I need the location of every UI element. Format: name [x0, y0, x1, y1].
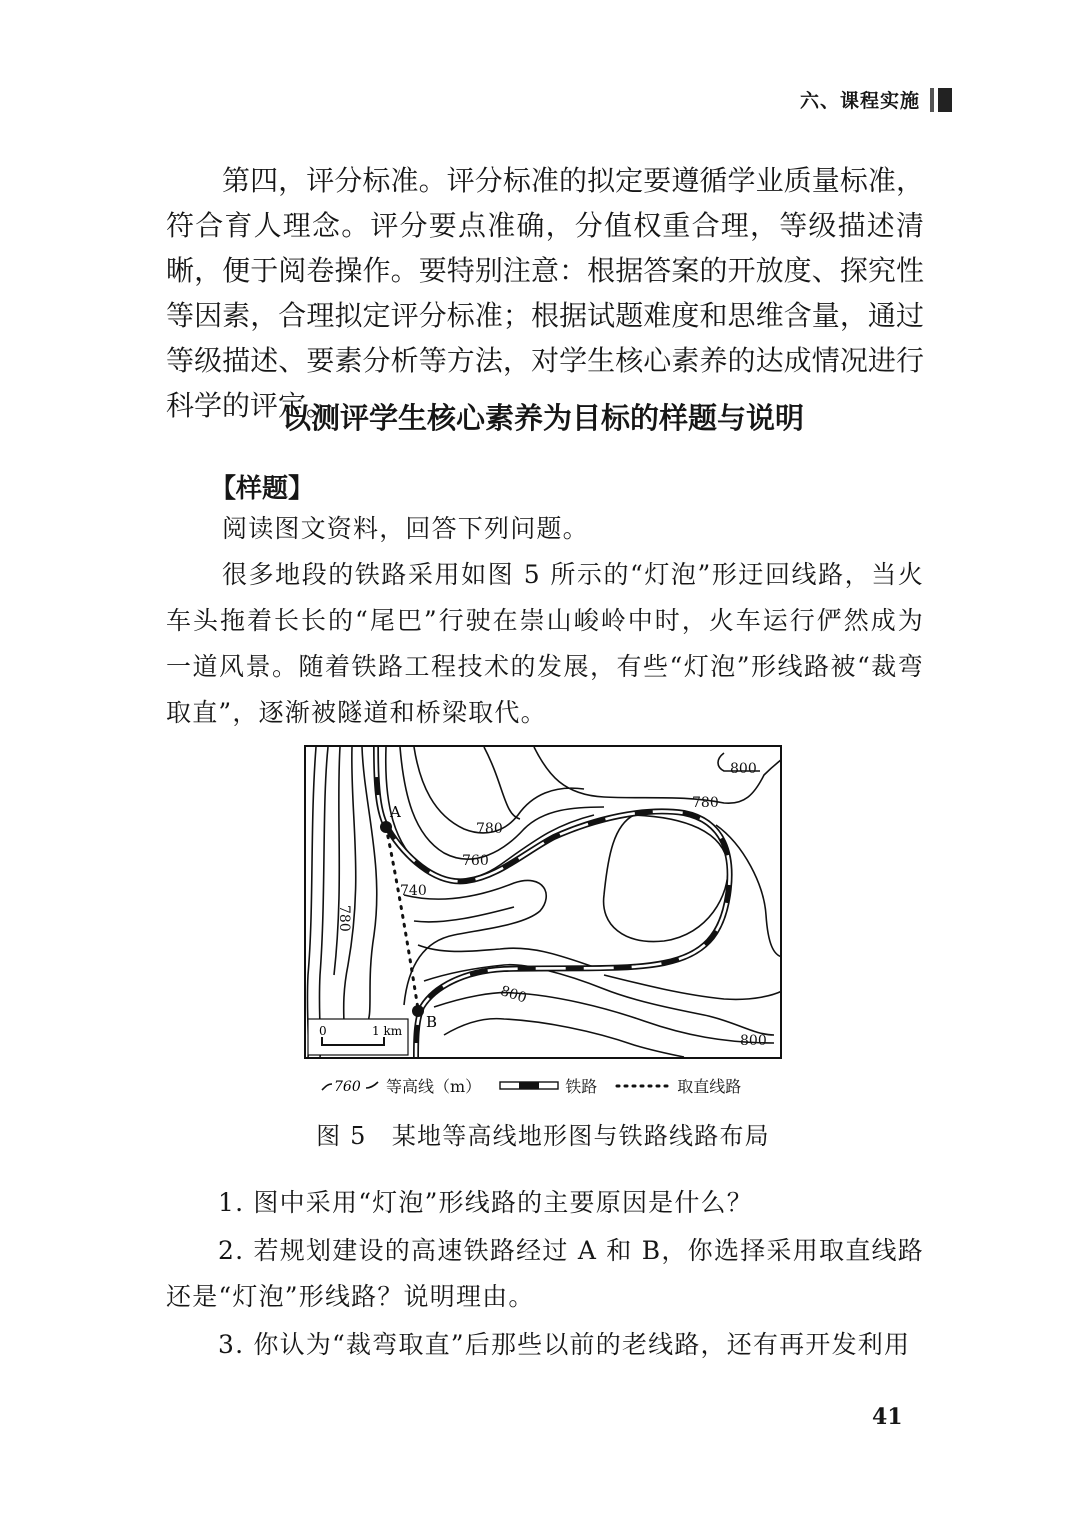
point-a-label: A [390, 803, 401, 821]
running-header [800, 86, 952, 113]
contour-map-figure [304, 745, 782, 1059]
header-thin-bar [930, 88, 934, 112]
legend-railway [499, 1074, 597, 1097]
question-2: 2. 若规划建设的高速铁路经过 A 和 B，你选择采用取直线路还是“灯泡”形线路？说明理由。 [166, 1236, 924, 1311]
scale-start-label: 0 [319, 1024, 327, 1038]
legend-contour-sample: 760 [334, 1078, 361, 1095]
contour-label: 780 [336, 905, 352, 932]
legend-straight-label: 取直线路 [677, 1077, 742, 1096]
contour-label: 800 [498, 983, 529, 1007]
legend-contour [320, 1074, 481, 1097]
point-b-marker [412, 1005, 424, 1017]
railway-symbol-icon [499, 1079, 559, 1093]
contour-label: 780 [692, 795, 719, 811]
header-thick-bar [938, 88, 952, 112]
figure-caption: 图 5 某地等高线地形图与铁路线路布局 [316, 1122, 770, 1150]
chapter-title: 六、课程实施 [799, 90, 920, 112]
point-a-marker [380, 821, 392, 833]
scale-bar [308, 1019, 408, 1055]
contour-map [304, 745, 782, 1059]
contour-label: 800 [730, 761, 757, 777]
criteria-paragraph: 第四，评分标准。评分标准的拟定要遵循学业质量标准，符合育人理念。评分要点准确，分值权重合理，等级描述清晰，便于阅卷操作。要特别注意：根据答案的开放度、探究性等因素，合理拟定评分标准；根据试题难度和思维含量，通过等级描述、要素分析等方法，对学生核心素养的达成情况进行科学的评定。 [166, 164, 924, 422]
story-paragraph: 很多地段的铁路采用如图 5 所示的“灯泡”形迂回线路，当火车头拖着长长的“尾巴”行驶在崇山峻岭中时，火车运行俨然成为一道风景。随着铁路工程技术的发展，有些“灯泡”形线路被“裁弯取直”，逐渐被隧道和桥梁取代。 [166, 560, 924, 727]
scale-end-label: 1 km [372, 1024, 403, 1038]
contour-symbol-icon [320, 1076, 380, 1096]
dotted-line-symbol-icon [615, 1079, 671, 1093]
map-legend [320, 1074, 753, 1097]
header-bar-marks [930, 88, 952, 112]
contour-label: 740 [400, 883, 427, 899]
contour-label: 800 [740, 1033, 767, 1049]
sample-tag: 【样题】 [210, 474, 315, 504]
question-3: 3. 你认为“裁弯取直”后那些以前的老线路，还有再开发利用 [218, 1330, 911, 1359]
contour-label: 780 [476, 821, 503, 837]
instruction-paragraph: 阅读图文资料，回答下列问题。 [222, 514, 589, 543]
page-number: 41 [872, 1404, 903, 1430]
point-b-label: B [426, 1013, 438, 1031]
contour-label: 760 [462, 853, 489, 869]
legend-contour-label: 等高线（m） [386, 1077, 482, 1096]
question-1: 1. 图中采用“灯泡”形线路的主要原因是什么？ [218, 1188, 753, 1217]
legend-railway-label: 铁路 [565, 1077, 598, 1096]
legend-straight [615, 1074, 741, 1097]
section-title: 以测评学生核心素养为目标的样题与说明 [281, 401, 804, 435]
